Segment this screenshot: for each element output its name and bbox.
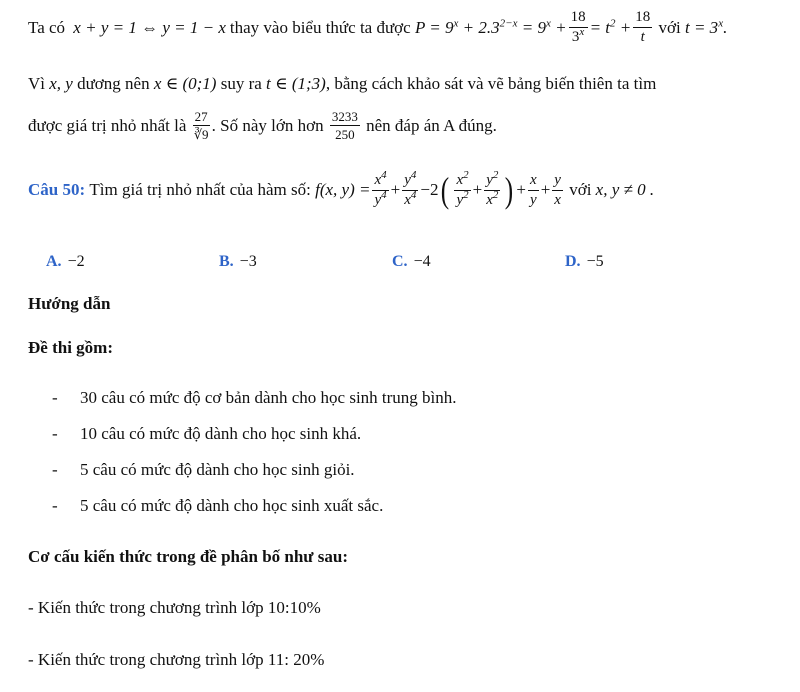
solution-line-1 bbox=[28, 10, 727, 45]
fraction-3233-over-250: $\frac{3233}{250}$ bbox=[331, 109, 358, 142]
text: với bbox=[658, 17, 681, 37]
right-paren: ) bbox=[505, 170, 514, 210]
list-item: 10 câu có mức độ dành cho học sinh khá. bbox=[80, 424, 362, 443]
option-label: B. bbox=[219, 253, 234, 270]
function-name: f(x, y) = bbox=[315, 180, 371, 199]
bullet-mark: - bbox=[52, 496, 58, 515]
question-label: Câu 50: bbox=[28, 180, 86, 199]
knowledge-line: - Kiến thức trong chương trình lớp 11: 20% bbox=[28, 650, 325, 669]
fraction-27-over-cbrt9: $\frac{27}{∛9}$ bbox=[193, 109, 209, 142]
text: . Số này lớn hơn bbox=[211, 115, 324, 135]
text: , bằng cách khảo sát và vẽ bảng biến thiên ta tìm bbox=[325, 74, 657, 93]
fraction-y-over-x: $\frac{y}{x}$ bbox=[554, 171, 561, 208]
solution-line-3 bbox=[28, 110, 497, 141]
condition: x, y ≠ 0 . bbox=[595, 180, 655, 199]
fraction-x4-over-y4: $\frac{x^4}{y^4}$ bbox=[374, 168, 387, 208]
x-interval: x ∈ (0;1) bbox=[153, 74, 217, 93]
equation: x + y = 1 ⇔ y = 1 − x bbox=[73, 17, 226, 37]
bullet-mark: - bbox=[52, 424, 58, 443]
bullet-mark: - bbox=[52, 388, 58, 407]
option-value: −5 bbox=[586, 253, 604, 270]
huong-dan-heading: Hướng dẫn bbox=[28, 294, 111, 313]
de-thi-heading: Đề thi gồm: bbox=[28, 338, 113, 357]
option-label: A. bbox=[46, 253, 62, 270]
fraction-18-over-3x: $\frac{18}{3^x}$ bbox=[570, 9, 586, 45]
list-item: 5 câu có mức độ dành cho học sinh xuất sắc. bbox=[80, 496, 384, 515]
knowledge-line: - Kiến thức trong chương trình lớp 10:10% bbox=[28, 598, 321, 617]
option-b[interactable] bbox=[219, 253, 257, 271]
t-definition: $t = 3^x$. bbox=[684, 16, 728, 37]
option-label: C. bbox=[392, 253, 408, 270]
fraction-y4-over-x4: $\frac{y^4}{x^4}$ bbox=[404, 168, 417, 208]
fraction-x-over-y: $\frac{x}{y}$ bbox=[530, 171, 537, 208]
question-text: Tìm giá trị nhỏ nhất của hàm số: bbox=[89, 180, 311, 199]
text: suy ra bbox=[220, 74, 262, 93]
fraction-18-over-t: $\frac{18}{t}$ bbox=[635, 9, 651, 45]
text: dương nên bbox=[77, 74, 150, 93]
co-cau-heading: Cơ cấu kiến thức trong đề phân bố như sau: bbox=[28, 547, 348, 566]
list-item: 30 câu có mức độ cơ bản dành cho học sinh trung bình. bbox=[80, 388, 457, 407]
option-d[interactable] bbox=[565, 253, 604, 271]
list-item: 5 câu có mức độ dành cho học sinh giỏi. bbox=[80, 460, 355, 479]
text: với bbox=[569, 180, 592, 199]
option-value: −2 bbox=[67, 253, 85, 270]
minus-two: −2 bbox=[420, 180, 439, 199]
option-label: D. bbox=[565, 253, 581, 270]
fraction-y2-over-x2: $\frac{y^2}{x^2}$ bbox=[486, 168, 499, 208]
solution-line-2 bbox=[28, 74, 656, 94]
option-a[interactable] bbox=[46, 253, 85, 271]
bullet-mark: - bbox=[52, 460, 58, 479]
t-squared: = $t^2$ + bbox=[589, 16, 632, 37]
text: Vì bbox=[28, 74, 45, 93]
fraction-x2-over-y2: $\frac{x^2}{y^2}$ bbox=[456, 168, 469, 208]
question-50: Câu 50: Tìm giá trị nhỏ nhất của hàm số: f(x, y) = $\frac{x^4}{y^4}$ + $\frac{y^4}{x^4}$ −2 ( $\frac{x^2}{y^2}$ + $\frac{y^2}{x^2}$ ) + $\frac{x}{y}$ + $\frac{y}{x}$ với x, y ≠ 0 . bbox=[28, 168, 655, 210]
option-value: −4 bbox=[413, 253, 431, 270]
text: được giá trị nhỏ nhất là bbox=[28, 115, 187, 135]
left-paren: ( bbox=[441, 170, 450, 210]
t-interval: t ∈ (1;3) bbox=[266, 74, 326, 93]
p-expression: $P = 9^x + 2.3^{2-x} = 9^x$ + bbox=[414, 16, 567, 37]
text: nên đáp án A đúng. bbox=[366, 115, 497, 135]
text: thay vào biểu thức ta được bbox=[229, 17, 411, 37]
option-c[interactable] bbox=[392, 253, 431, 271]
text: Ta có bbox=[28, 17, 66, 37]
vars: x, y bbox=[49, 74, 73, 93]
option-value: −3 bbox=[239, 253, 257, 270]
